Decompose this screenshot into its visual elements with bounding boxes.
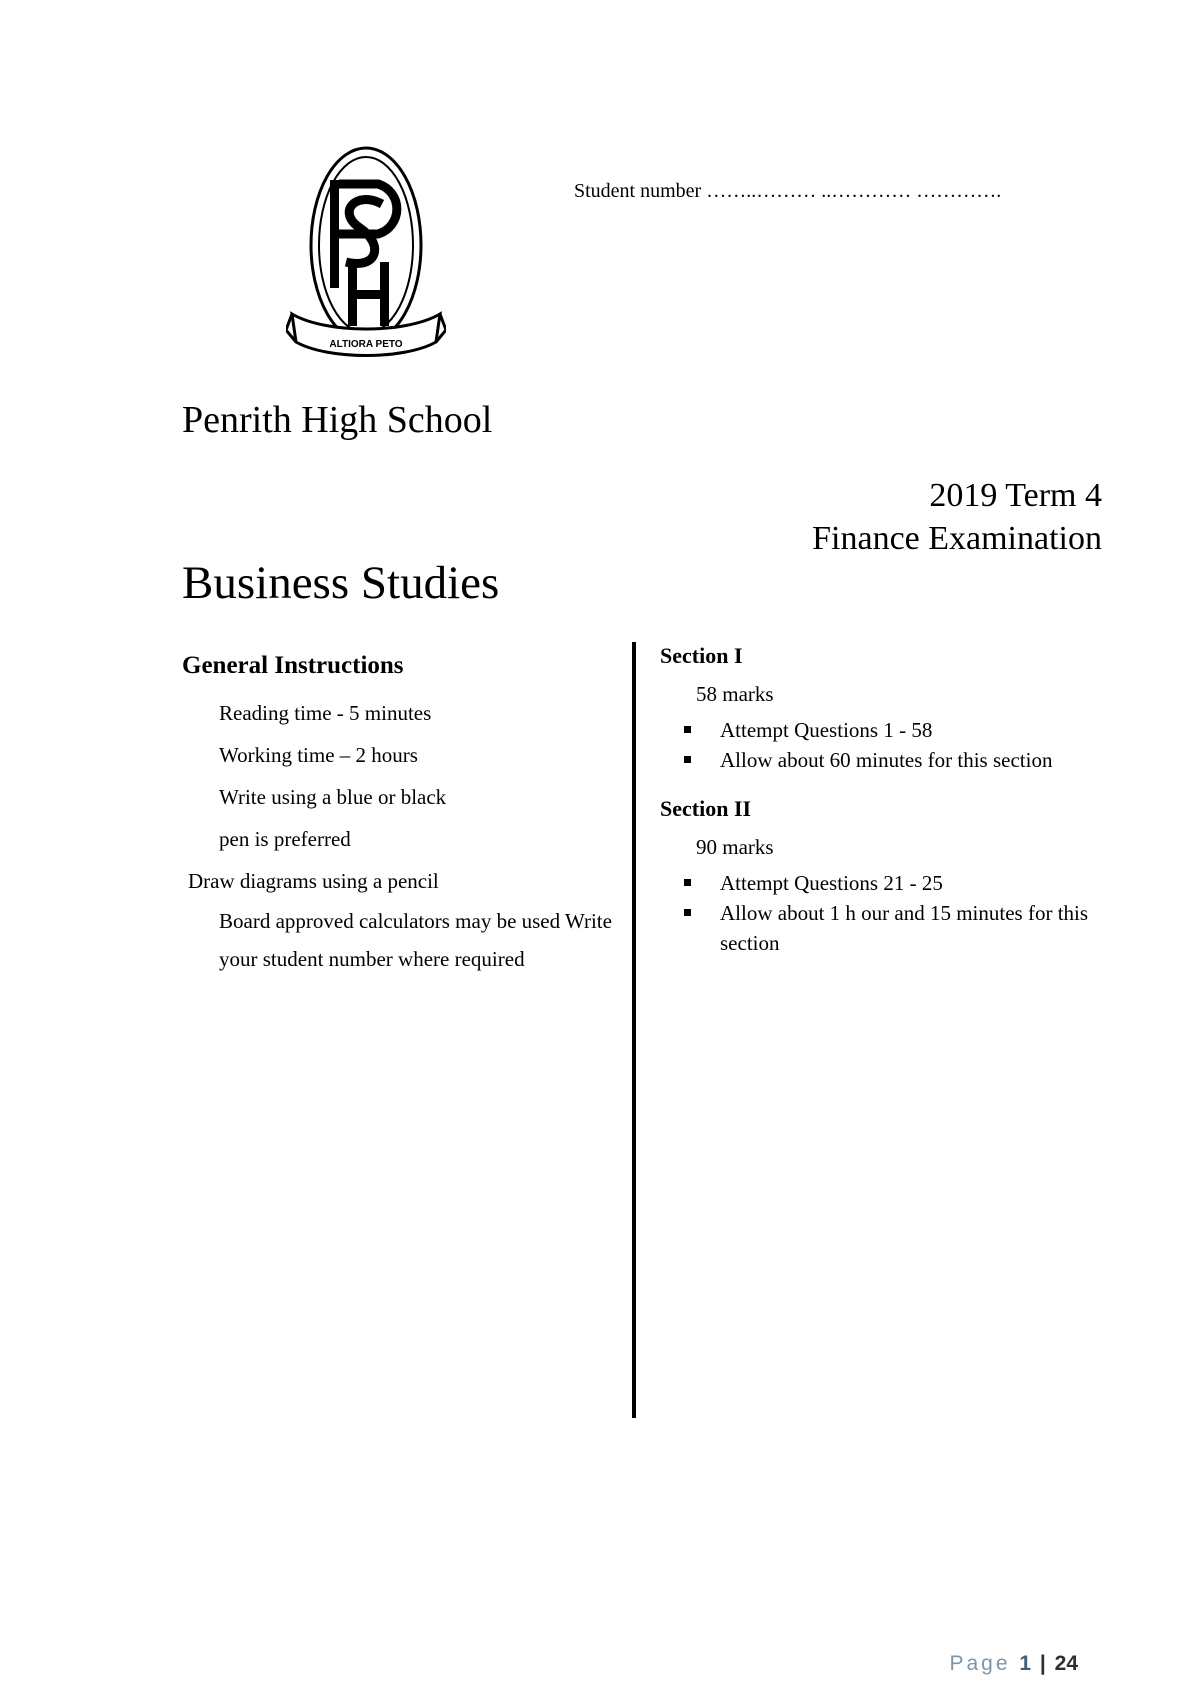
total-pages: 24 xyxy=(1054,1652,1078,1675)
section-1-heading: Section I xyxy=(660,643,743,668)
subject-title: Business Studies xyxy=(182,557,500,609)
pen-instruction-line-1: Write using a blue or black xyxy=(219,785,447,809)
exam-term: 2019 Term 4 xyxy=(929,477,1102,514)
list-item xyxy=(660,898,1100,958)
list-item xyxy=(660,715,1100,745)
section-2-heading: Section II xyxy=(660,796,752,821)
crest-motto-text: ALTIORA PETO xyxy=(329,339,403,350)
exam-name: Finance Examination xyxy=(812,520,1102,557)
general-instructions xyxy=(182,652,622,978)
column-divider xyxy=(632,642,636,1418)
page-word: Page xyxy=(949,1652,1011,1675)
student-number-label: Student number ……..……… ..………… …………. xyxy=(574,180,1002,202)
page-number: 1 xyxy=(1019,1652,1032,1675)
list-item-text: Attempt Questions 21 - 25 xyxy=(720,871,943,895)
pen-instruction-line-2: pen is preferred xyxy=(219,827,351,851)
section-1 xyxy=(660,642,1120,775)
section-2-marks: 90 marks xyxy=(696,835,774,859)
list-item xyxy=(660,745,1100,775)
sections-column xyxy=(660,642,1120,978)
square-bullet-icon xyxy=(684,909,691,916)
section-2 xyxy=(660,795,1120,958)
page-footer xyxy=(949,1652,1078,1676)
list-item-text: Attempt Questions 1 - 58 xyxy=(720,718,933,742)
general-instructions-heading: General Instructions xyxy=(182,652,404,679)
square-bullet-icon xyxy=(684,726,691,733)
square-bullet-icon xyxy=(684,756,691,763)
school-name: Penrith High School xyxy=(182,399,493,441)
school-crest-logo xyxy=(286,142,446,367)
section-2-list xyxy=(660,868,1120,958)
page-separator: | xyxy=(1039,1652,1046,1675)
list-item-text: Allow about 1 h our and 15 minutes for this section xyxy=(720,901,1089,955)
calculator-instruction: Board approved calculators may be used Write your student number where required xyxy=(219,909,612,971)
list-item xyxy=(660,868,1100,898)
reading-time-line: Reading time - 5 minutes xyxy=(219,701,432,725)
square-bullet-icon xyxy=(684,879,691,886)
exam-title-block xyxy=(812,474,1102,560)
list-item-text: Allow about 60 minutes for this section xyxy=(720,748,1053,772)
section-1-marks: 58 marks xyxy=(696,682,774,706)
working-time-line: Working time – 2 hours xyxy=(219,743,418,767)
diagram-instruction-line: Draw diagrams using a pencil xyxy=(188,869,439,893)
section-1-list xyxy=(660,715,1120,775)
